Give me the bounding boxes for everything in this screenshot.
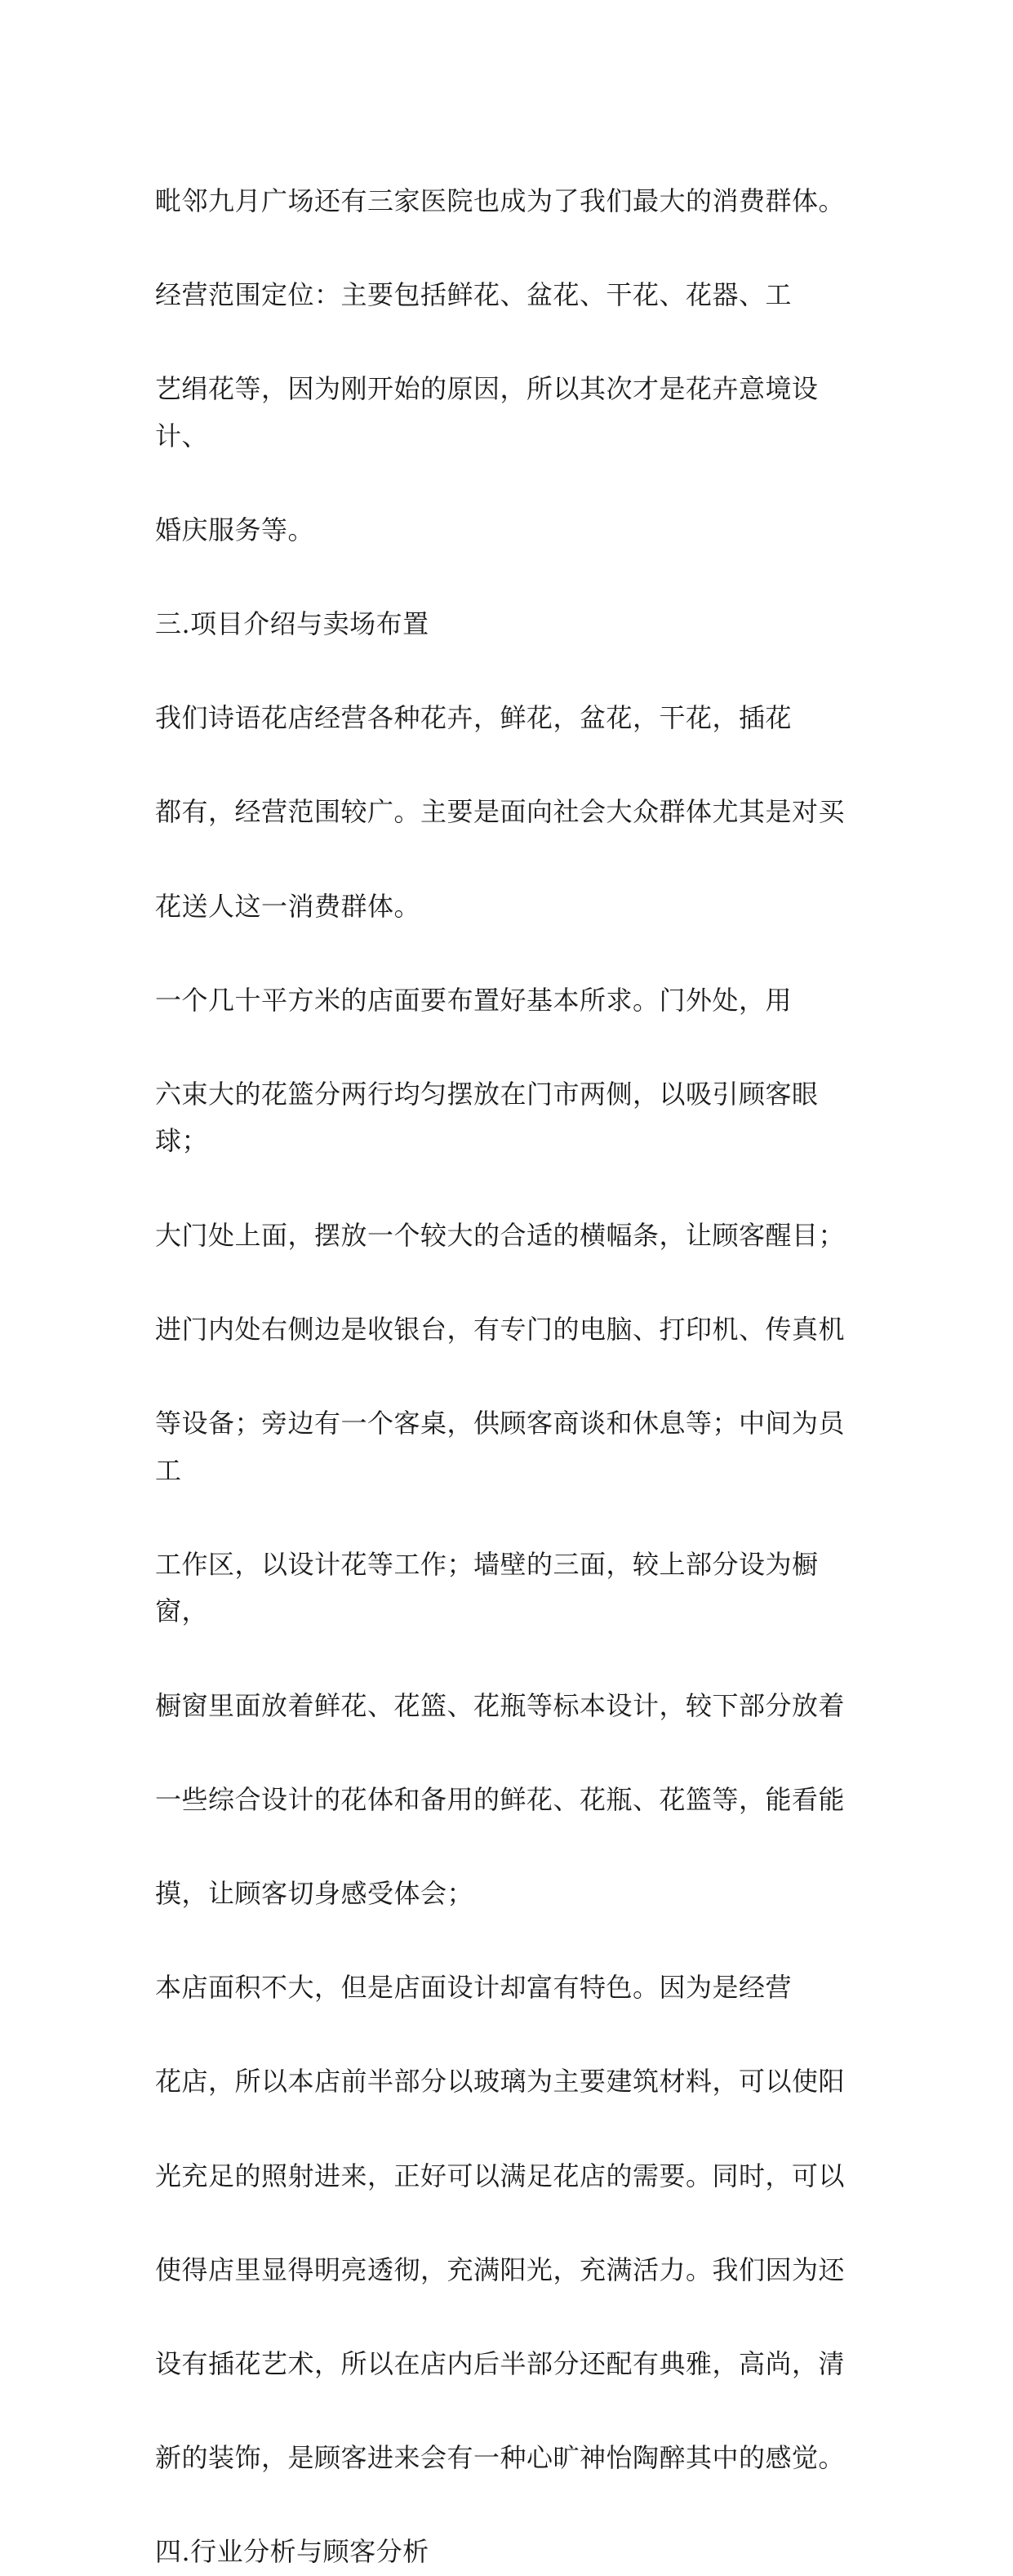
text-line: 一些综合设计的花体和备用的鲜花、花瓶、花篮等，能看能: [155, 1783, 846, 1815]
text-line: 六束大的花篮分两行均匀摆放在门市两侧，以吸引顾客眼球；: [155, 1078, 819, 1157]
paragraph-consumer-groups: [155, 131, 865, 225]
text-line: 花送人这一消费群体。: [155, 890, 421, 922]
text-line: 婚庆服务等。: [155, 514, 315, 545]
text-line: 艺绢花等，因为刚开始的原因，所以其次才是花卉意境设计、: [155, 372, 819, 452]
paragraph-store-design: [155, 1918, 865, 2482]
text-line: 花店，所以本店前半部分以玻璃为主要建筑材料，可以使阳: [155, 2066, 846, 2098]
section-heading-3: [155, 554, 865, 647]
paragraph-shop-intro: [155, 648, 865, 931]
text-line: 大门处上面，摆放一个较大的合适的横幅条，让顾客醒目；: [155, 1219, 846, 1251]
heading-text: 四.行业分析与顾客分析: [155, 2536, 429, 2568]
text-line: 都有，经营范围较广。主要是面向社会大众群体尤其是对买: [155, 796, 846, 828]
text-line: 工作区，以设计花等工作；墙壁的三面，较上部分设为橱窗，: [155, 1548, 819, 1627]
text-line: 我们诗语花店经营各种花卉，鲜花，盆花，干花，插花: [155, 702, 793, 734]
paragraph-business-scope: [155, 225, 865, 554]
text-line: 使得店里显得明亮透彻，充满阳光，充满活力。我们因为还: [155, 2253, 846, 2285]
text-line: 毗邻九月广场还有三家医院也成为了我们最大的消费群体。: [155, 185, 846, 216]
text-line: 摸，让顾客切身感受体会；: [155, 1877, 474, 1909]
text-line: 等设备；旁边有一个客桌，供顾客商谈和休息等；中间为员工: [155, 1408, 846, 1486]
heading-text: 三.项目介绍与卖场布置: [155, 607, 429, 639]
text-line: 一个几十平方米的店面要布置好基本所求。门外处，用: [155, 984, 793, 1016]
text-line: 橱窗里面放着鲜花、花篮、花瓶等标本设计，较下部分放着: [155, 1689, 846, 1721]
section-heading-4: [155, 2482, 865, 2576]
paragraph-store-layout: [155, 930, 865, 1917]
text-line: 光充足的照射进来，正好可以满足花店的需要。同时，可以: [155, 2160, 846, 2191]
text-line: 本店面积不大，但是店面设计却富有特色。因为是经营: [155, 1972, 793, 2004]
text-line: 设有插花艺术，所以在店内后半部分还配有典雅，高尚，清: [155, 2347, 846, 2379]
text-line: 经营范围定位：主要包括鲜花、盆花、干花、花器、工: [155, 278, 793, 310]
text-line: 新的装饰，是顾客进来会有一种心旷神怡陶醉其中的感觉。: [155, 2442, 846, 2474]
text-line: 进门内处右侧边是收银台，有专门的电脑、打印机、传真机: [155, 1313, 846, 1345]
document-body: [155, 131, 865, 2576]
